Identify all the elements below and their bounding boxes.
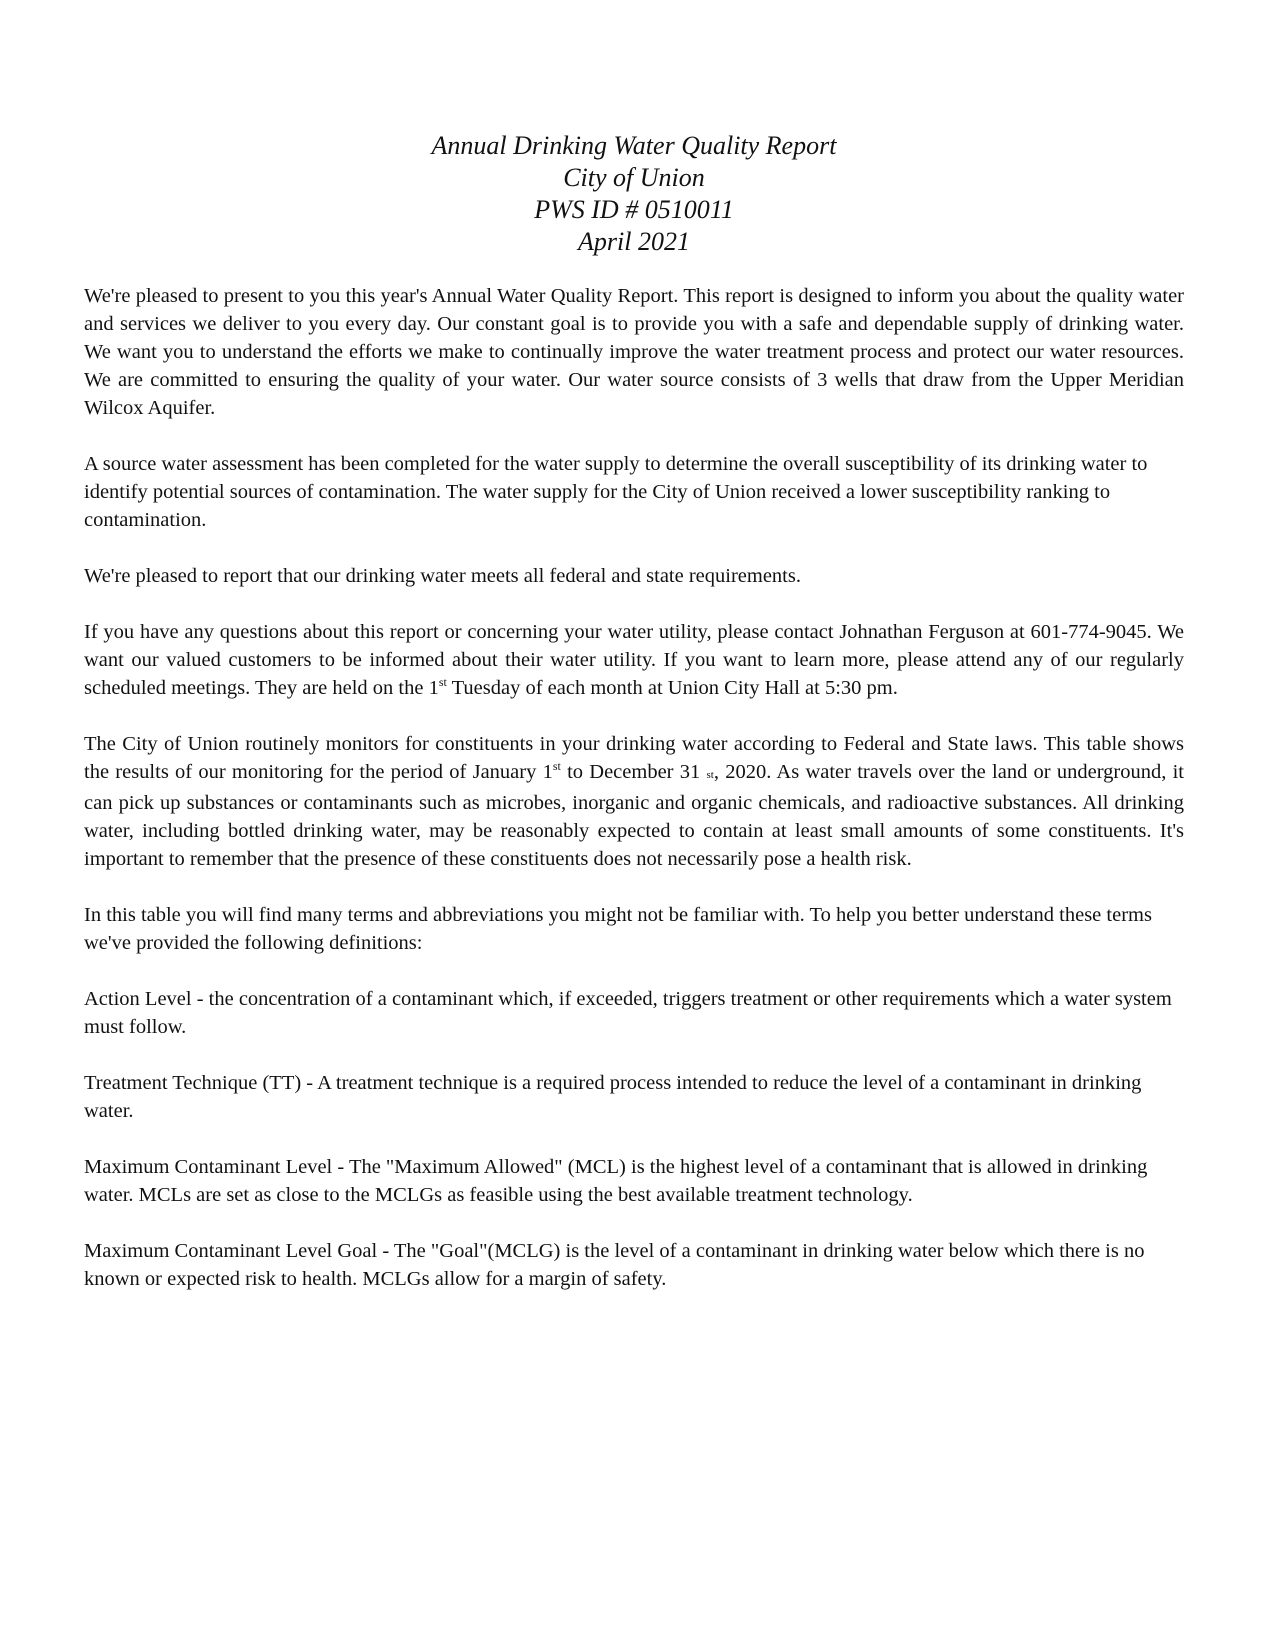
monitoring-text-2: to December 31 <box>560 761 707 783</box>
city-name: City of Union <box>563 163 705 192</box>
monitoring-sup-1: st <box>552 759 561 774</box>
monitoring-sup-2: st <box>706 769 714 781</box>
contact-ordinal-sup: st <box>438 675 447 690</box>
report-title: Annual Drinking Water Quality Report <box>431 131 837 160</box>
terms-intro-paragraph: In this table you will find many terms and abbreviations you might not be familiar with. To help you better understand these terms we've provided the following definitions: <box>84 904 1152 954</box>
intro-paragraph: We're pleased to present to you this year's Annual Water Quality Report. This report is designed to inform you about the quality water and services we deliver to you every day. Our constant goal is to provide you with a safe and dependable supply of drinking water. We want you to understand the efforts we make to continually improve the water treatment process and protect our water resources. We are committed to ensuring the quality of your water. Our water source consists of 3 wells that draw from the Upper Meridian Wilcox Aquifer. <box>84 285 1184 419</box>
report-header <box>84 130 1184 258</box>
definition-treatment-technique: Treatment Technique (TT) - A treatment technique is a required process intended to reduce the level of a contaminant in drinking water. <box>84 1072 1142 1122</box>
contact-text-2: Tuesday of each month at Union City Hall at 5:30 pm. <box>446 677 898 699</box>
definition-mcl: Maximum Contaminant Level - The "Maximum Allowed" (MCL) is the highest level of a contaminant that is allowed in drinking water. MCLs are set as close to the MCLGs as feasible using the best available treatment technology. <box>84 1156 1148 1206</box>
report-page <box>84 130 1184 1321</box>
definition-mclg: Maximum Contaminant Level Goal - The "Goal"(MCLG) is the level of a contaminant in drinking water below which there is no known or expected risk to health. MCLGs allow for a margin of safety. <box>84 1240 1145 1290</box>
compliance-paragraph: We're pleased to report that our drinking water meets all federal and state requirements. <box>84 565 801 587</box>
contact-text-1: If you have any questions about this report or concerning your water utility, please contact Johnathan Ferguson at 601-774-9045. We want our valued customers to be informed about their water utility. If you want to learn more, please attend any of our regularly scheduled meetings. They are held on the <box>84 621 1184 699</box>
monitoring-paragraph <box>84 730 1184 873</box>
monitoring-text-3: , 2020. As water travels over the land or underground, it can pick up substances or contaminants such as microbes, inorganic and organic chemicals, and radioactive substances. All drinking water, including bottled drinking water, may be reasonably expected to contain at least small amounts of some constituents. It's important to remember that the presence of these constituents does not necessarily pose a health risk. <box>84 761 1184 870</box>
contact-paragraph <box>84 618 1184 702</box>
contact-ordinal-num: 1 <box>428 677 439 699</box>
assessment-paragraph: A source water assessment has been completed for the water supply to determine the overall susceptibility of its drinking water to identify potential sources of contamination. The water supply for the City of Union received a lower susceptibility ranking to contamination. <box>84 453 1148 531</box>
monitoring-text-1: The City of Union routinely monitors for constituents in your drinking water according to Federal and State laws. This table shows the results of our monitoring for the period of January 1 <box>84 733 1184 783</box>
pwsid: PWS ID # 0510011 <box>534 195 734 224</box>
definition-action-level: Action Level - the concentration of a contaminant which, if exceeded, triggers treatment or other requirements which a water system must follow. <box>84 988 1172 1038</box>
report-date: April 2021 <box>578 227 690 256</box>
